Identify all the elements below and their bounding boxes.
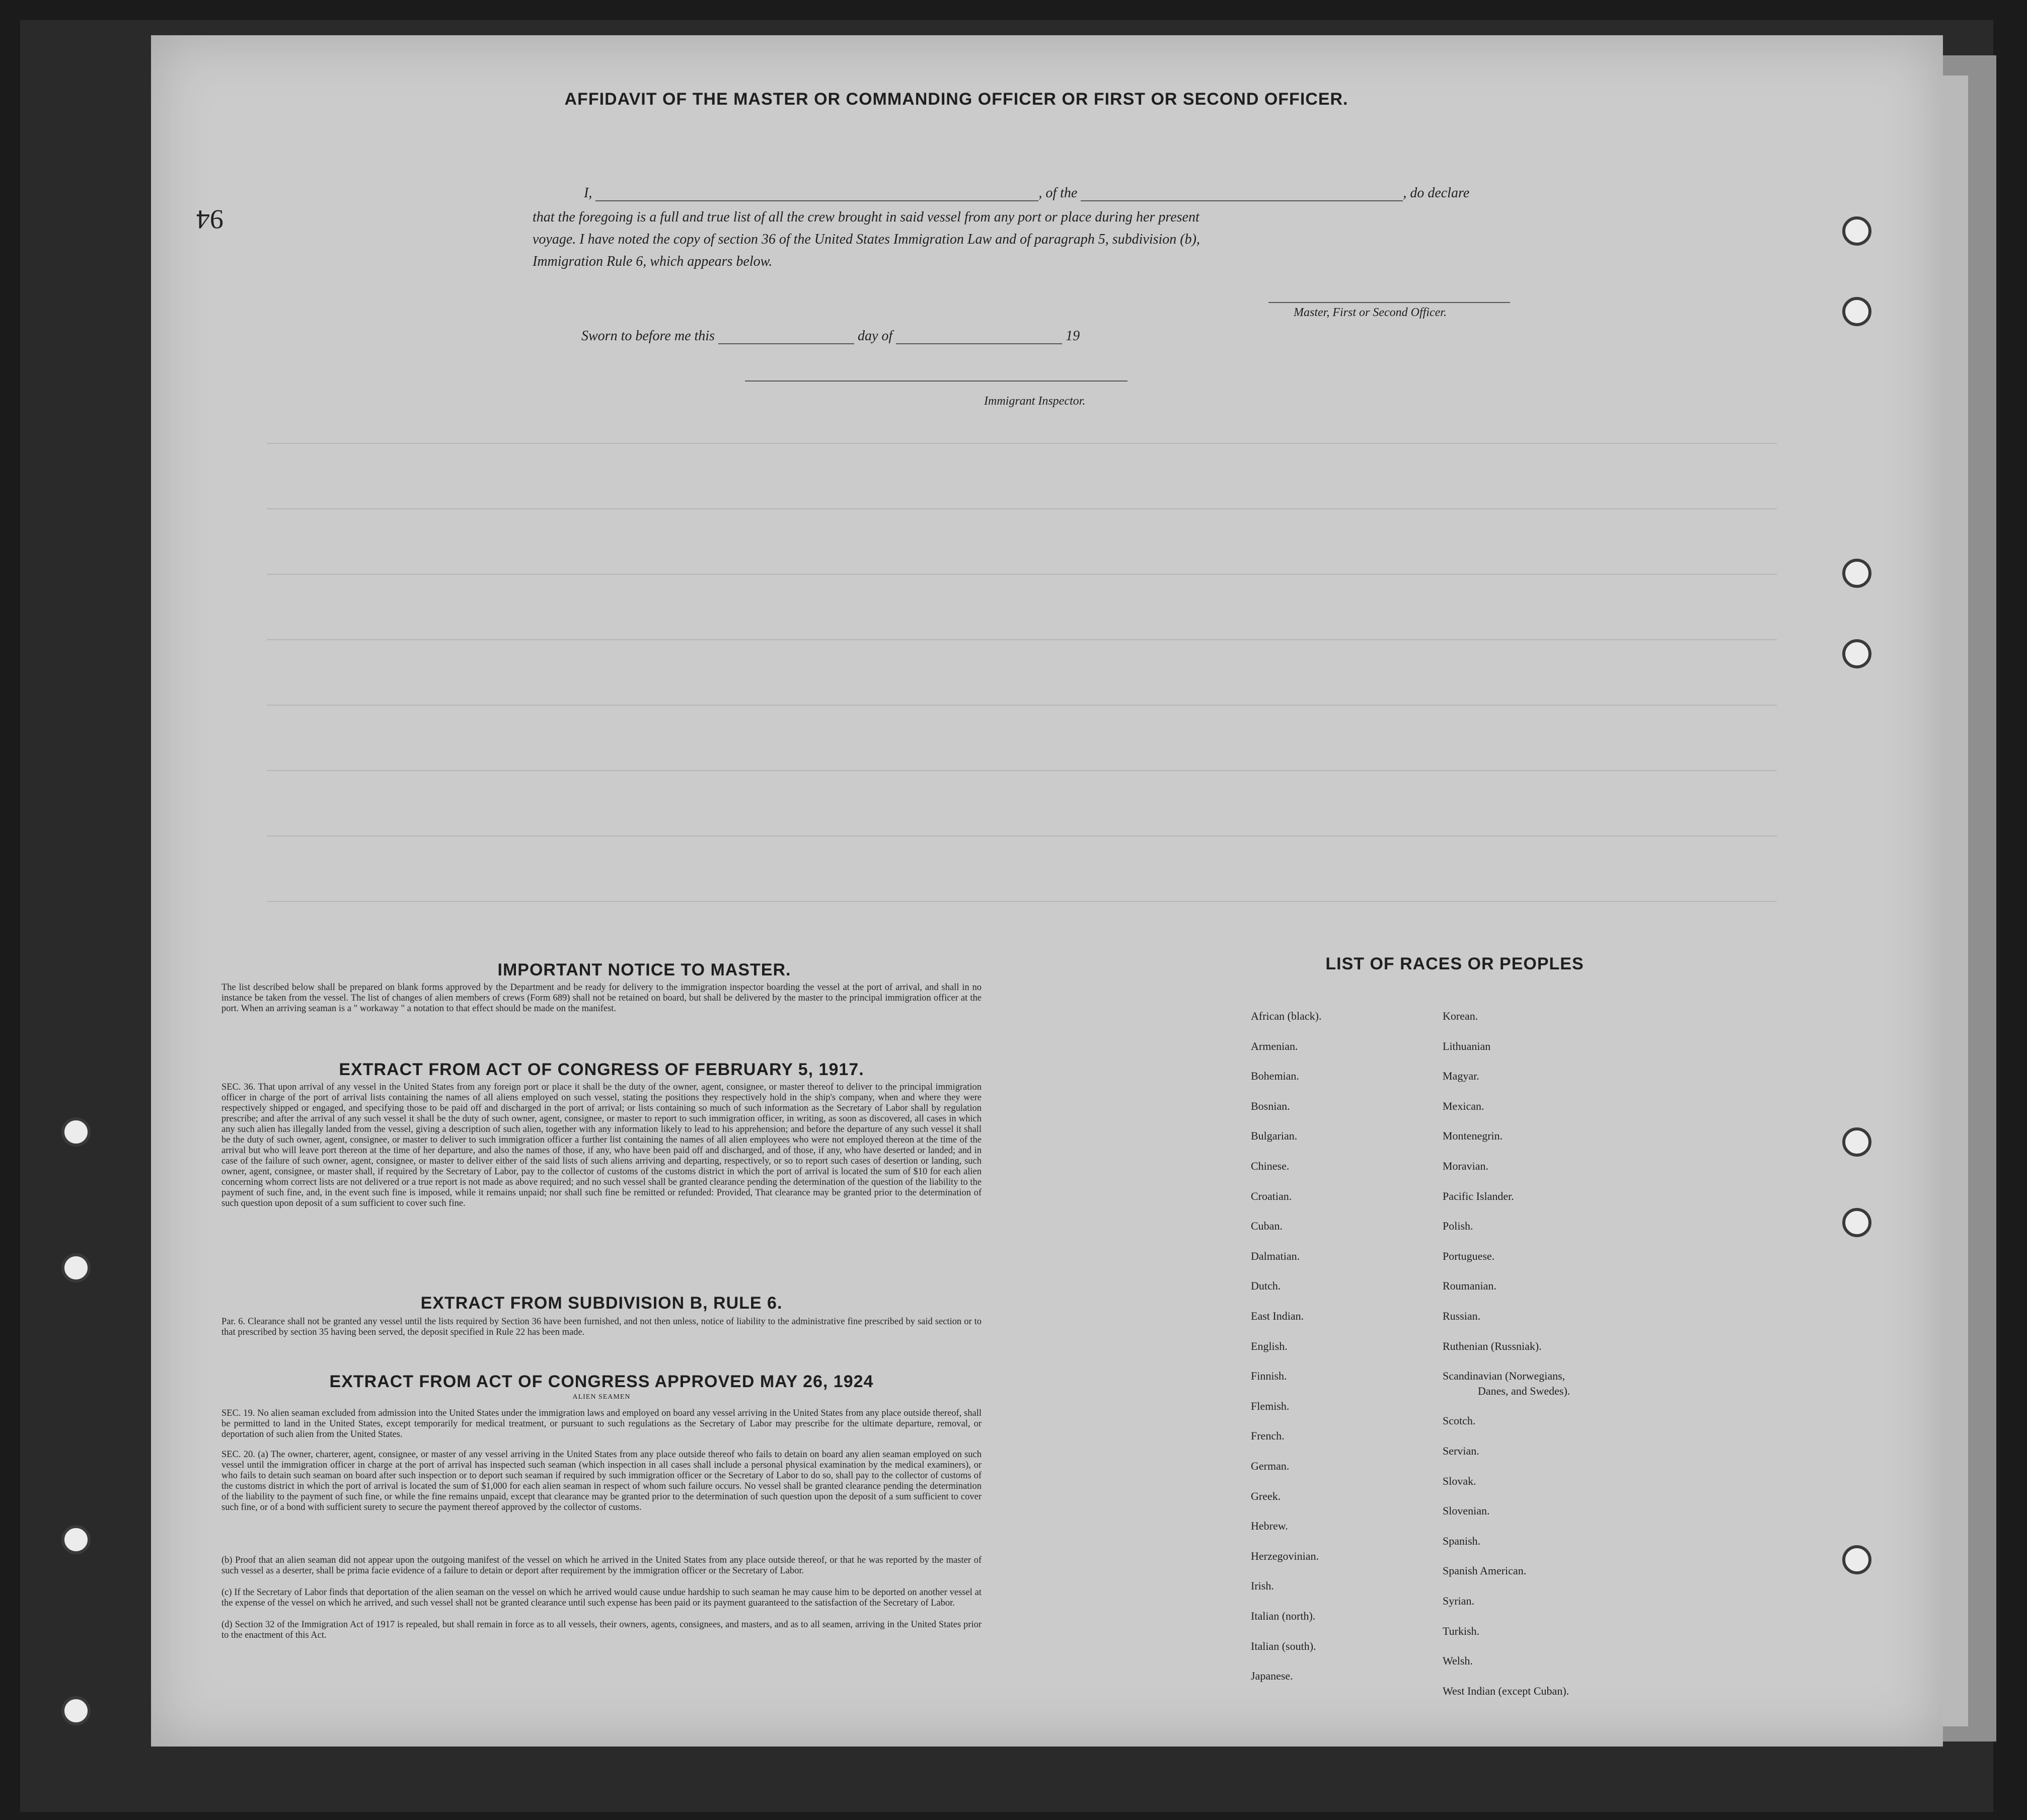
race-item: Danes, and Swedes). bbox=[1478, 1384, 1570, 1397]
race-item: Slovak. bbox=[1443, 1474, 1476, 1487]
race-item: Japanese. bbox=[1251, 1670, 1293, 1683]
race-item: East Indian. bbox=[1251, 1310, 1304, 1322]
race-item: African (black). bbox=[1251, 1010, 1322, 1022]
affidavit-do-declare: , do declare bbox=[1403, 185, 1470, 201]
sworn-day-of: day of bbox=[857, 328, 893, 344]
vessel-blank bbox=[1081, 200, 1403, 201]
binding-hole bbox=[1842, 1208, 1871, 1237]
name-blank bbox=[595, 200, 1038, 201]
affidavit-line-3: voyage. I have noted the copy of section 36 of the United States Immigration Law and of paragraph 5, subdivision (b), bbox=[533, 232, 1200, 247]
race-item: Montenegrin. bbox=[1443, 1129, 1503, 1143]
extract-rule6-title: EXTRACT FROM SUBDIVISION B, RULE 6. bbox=[420, 1294, 783, 1313]
inspector-label: Immigrant Inspector. bbox=[984, 395, 1086, 408]
race-item: German. bbox=[1251, 1460, 1290, 1472]
binding-hole bbox=[1842, 559, 1871, 588]
race-item: Lithuanian bbox=[1443, 1039, 1491, 1052]
binding-hole bbox=[1842, 216, 1871, 246]
affidavit-declaration-line bbox=[584, 185, 1469, 201]
race-item: Hebrew. bbox=[1251, 1520, 1288, 1533]
race-item: Mexican. bbox=[1443, 1099, 1484, 1112]
binding-hole bbox=[61, 1253, 91, 1282]
race-item: Roumanian. bbox=[1443, 1279, 1496, 1293]
master-signature-label: Master, First or Second Officer. bbox=[1294, 306, 1447, 319]
race-item: Polish. bbox=[1443, 1220, 1473, 1233]
extract-1924-sec20b: (b) Proof that an alien seaman did not appear upon the outgoing manifest of the vessel on which he arrived in the United States from any place outside thereof, or that he was reported by the master of such vessel as a deserter, shall be prima facie evidence of a failure to detain or deport after requirement by the immigration officer or the Secretary of Labor. bbox=[221, 1555, 982, 1576]
binding-hole bbox=[1842, 639, 1871, 668]
affidavit-title: AFFIDAVIT OF THE MASTER OR COMMANDING OFFICER OR FIRST OR SECOND OFFICER. bbox=[564, 90, 1348, 109]
race-item: Herzegovinian. bbox=[1251, 1549, 1319, 1562]
race-item: Irish. bbox=[1251, 1579, 1274, 1592]
extract-rule6-text: Par. 6. Clearance shall not be granted any vessel until the lists required by Section 36 have been furnished, and not then unless, notice of liability to the administrative fine prescribed by said section or to that prescribed by section 35 having been served, the deposit specified in Rule 22 has been made. bbox=[221, 1317, 982, 1337]
show-through-row bbox=[267, 619, 1777, 640]
binding-hole bbox=[61, 1696, 91, 1725]
master-signature-line bbox=[1268, 302, 1510, 303]
sworn-year: 19 bbox=[1066, 328, 1080, 344]
show-through-row bbox=[267, 423, 1777, 444]
extract-1924-sec20a: SEC. 20. (a) The owner, charterer, agent, consignee, or master of any vessel arriving in the United States from any place outside thereof who fails to detain on board any alien seaman employed on such vessel until the immigration officer in charge at the port of arrival has inspected such seaman (which inspection in all cases shall include a personal physical examination by the medical examiners), or who fails to detain such seaman on board after such inspection or to deport such seaman if required by such immigration officer or the Secretary of Labor to do so, shall pay to the collector of customs of the customs district in which the port of arrival is located the sum of $1,000 for each alien seaman in respect of whom such failure occurs. No vessel shall be granted clearance pending the determination of the liability to the payment of such fine, or while the fine remains unpaid, except that clearance may be granted prior to the determination of such question upon the deposit of a sum sufficient to cover such fine, or of a bond with sufficient surety to secure the payment thereof approved by the collector of customs. bbox=[221, 1450, 982, 1512]
race-item: Pacific Islander. bbox=[1443, 1189, 1514, 1202]
show-through-row bbox=[267, 685, 1777, 706]
race-item: West Indian (except Cuban). bbox=[1443, 1684, 1569, 1697]
sworn-day-blank bbox=[718, 343, 854, 344]
binding-hole bbox=[1842, 1127, 1871, 1157]
race-item: Italian (north). bbox=[1251, 1610, 1316, 1622]
affidavit-line-2: that the foregoing is a full and true list of all the crew brought in said vessel from any port or place during her present bbox=[533, 209, 1199, 225]
races-title: LIST OF RACES OR PEOPLES bbox=[1325, 954, 1584, 973]
affidavit-of-the: , of the bbox=[1038, 185, 1078, 201]
extract-1924-sec19: SEC. 19. No alien seaman excluded from admission into the United States under the immigration laws and employed on board any vessel arriving in the United States from any place outside thereof, shall be permitted to land in the United States, except temporarily for medical treatment, or pursuant to such regulations as the Secretary of Labor may prescribe for the ultimate departure, removal, or deportation of such alien from the United States. bbox=[221, 1408, 982, 1439]
extract-1924-title: EXTRACT FROM ACT OF CONGRESS APPROVED MAY 26, 1924 bbox=[329, 1372, 874, 1391]
race-item: Magyar. bbox=[1443, 1070, 1479, 1083]
race-item: Bohemian. bbox=[1251, 1070, 1299, 1083]
extract-1917-text: SEC. 36. That upon arrival of any vessel in the United States from any foreign port or place it shall be the duty of the owner, agent, consignee, or master thereof to deliver to the principal immigration officer in charge of the port of arrival lists containing the names of all aliens employed on such vessel, stating the positions they respectively hold in the ship's company, when and where they were respectively shipped or engaged, and specifying those to be paid off and discharged in the port of arrival; or lists containing so much of such information as the Secretary of Labor shall by regulation prescribe; and after the arrival of any such vessel it shall be the duty of such owner, agent, consignee, or master to report to such immigration officer, in writing, as soon as discovered, all cases in which any such alien has illegally landed from the vessel, giving a description of such alien, together with any information likely to lead to his apprehension; and before the departure of any such vessel it shall be the duty of such owner, agent, consignee, or master to deliver to such immigration officer a further list containing the names of all alien employees who were not employed thereon at the time of the arrival but who will leave port thereon at the time of her departure, and also the names of those, if any, who have been paid off and discharged, and of those, if any, who have deserted or landed; and in case of the failure of such owner, agent, consignee, or master to deliver either of the said lists of such aliens arriving and departing, respectively, or so to report such cases of desertion or landing, such owner, agent, consignee, or master shall, if required by the Secretary of Labor, pay to the collector of customs of the customs district in which the port of arrival is located the sum of $10 for each alien concerning whom correct lists are not delivered or a true report is not made as above required; and no such vessel shall be granted clearance pending the determination of the question of the liability to the payment of such fine, and, in the event such fine is imposed, while it remains unpaid; nor shall such fine be remitted or refunded: Provided, That clearance may be granted prior to the determination of such question upon deposit of a sum sufficient to cover such fine. bbox=[221, 1082, 982, 1208]
race-item: Welsh. bbox=[1443, 1654, 1473, 1667]
race-item: Dutch. bbox=[1251, 1279, 1281, 1293]
affidavit-intro: I, bbox=[584, 185, 592, 201]
sworn-prefix: Sworn to before me this bbox=[581, 328, 715, 344]
binding-hole bbox=[1842, 1545, 1871, 1574]
sworn-line bbox=[581, 328, 1080, 344]
race-item: Russian. bbox=[1443, 1310, 1481, 1322]
extract-1924-sec20d: (d) Section 32 of the Immigration Act of 1917 is repealed, but shall remain in force as to all vessels, their owners, agents, consignees, and masters, and as to all seamen, arriving in the United States prior to the enactment of this Act. bbox=[221, 1620, 982, 1640]
sworn-month-blank bbox=[896, 343, 1062, 344]
race-item: Chinese. bbox=[1251, 1160, 1290, 1172]
extract-1917-title: EXTRACT FROM ACT OF CONGRESS OF FEBRUARY 5, 1917. bbox=[339, 1060, 864, 1079]
race-item: Korean. bbox=[1443, 1010, 1478, 1022]
race-item: Croatian. bbox=[1251, 1189, 1292, 1202]
race-item: Slovenian. bbox=[1443, 1504, 1490, 1518]
race-item: Turkish. bbox=[1443, 1624, 1480, 1637]
race-item: Spanish. bbox=[1443, 1534, 1481, 1547]
race-item: Armenian. bbox=[1251, 1039, 1298, 1052]
binding-hole bbox=[61, 1525, 91, 1554]
race-item: Scandinavian (Norwegians, bbox=[1443, 1370, 1565, 1383]
page-number: 94 bbox=[196, 204, 223, 235]
extract-1924-subtitle: ALIEN SEAMEN bbox=[572, 1393, 631, 1401]
race-item: Italian (south). bbox=[1251, 1639, 1316, 1652]
show-through-row bbox=[267, 488, 1777, 509]
binding-hole bbox=[1842, 297, 1871, 326]
show-through-row bbox=[267, 750, 1777, 771]
race-item: Bulgarian. bbox=[1251, 1129, 1298, 1143]
race-item: Scotch. bbox=[1443, 1414, 1476, 1427]
race-item: Greek. bbox=[1251, 1489, 1281, 1502]
race-item: Spanish American. bbox=[1443, 1564, 1527, 1577]
race-item: Ruthenian (Russniak). bbox=[1443, 1339, 1542, 1352]
binding-hole bbox=[61, 1117, 91, 1147]
show-through-row bbox=[267, 881, 1777, 902]
race-item: Flemish. bbox=[1251, 1399, 1290, 1412]
race-item: Cuban. bbox=[1251, 1220, 1283, 1233]
notice-text: The list described below shall be prepared on blank forms approved by the Department and be ready for delivery to the immigration inspector boarding the vessel at the port of arrival, and shall in no instance be taken from the vessel. The list of changes of alien members of crews (Form 689) shall not be retained on board, but shall be delivered by the master to the principal immigration officer at the port. When an arriving seaman is a " workaway " a notation to that effect should be made on the manifest. bbox=[221, 982, 982, 1014]
notice-title: IMPORTANT NOTICE TO MASTER. bbox=[497, 960, 791, 979]
race-item: Dalmatian. bbox=[1251, 1249, 1300, 1262]
extract-1924-sec20c: (c) If the Secretary of Labor finds that deportation of the alien seaman on the vessel on which he arrived would cause undue hardship to such seaman he may cause him to be deported on another vessel at the expense of the vessel on which he arrived, and such vessel shall not be granted clearance until such expense has been paid or its payment guaranteed to the satisfaction of the Secretary of Labor. bbox=[221, 1587, 982, 1608]
race-item: Moravian. bbox=[1443, 1160, 1489, 1172]
race-item: Portuguese. bbox=[1443, 1249, 1495, 1262]
race-item: Syrian. bbox=[1443, 1595, 1474, 1607]
inspector-signature-line bbox=[745, 381, 1128, 382]
race-item: Bosnian. bbox=[1251, 1099, 1290, 1112]
race-item: French. bbox=[1251, 1429, 1285, 1443]
show-through-row bbox=[267, 815, 1777, 837]
affidavit-line-4: Immigration Rule 6, which appears below. bbox=[533, 254, 773, 269]
race-item: Servian. bbox=[1443, 1445, 1479, 1457]
race-item: Finnish. bbox=[1251, 1370, 1287, 1383]
race-item: English. bbox=[1251, 1339, 1288, 1352]
show-through-row bbox=[267, 554, 1777, 575]
